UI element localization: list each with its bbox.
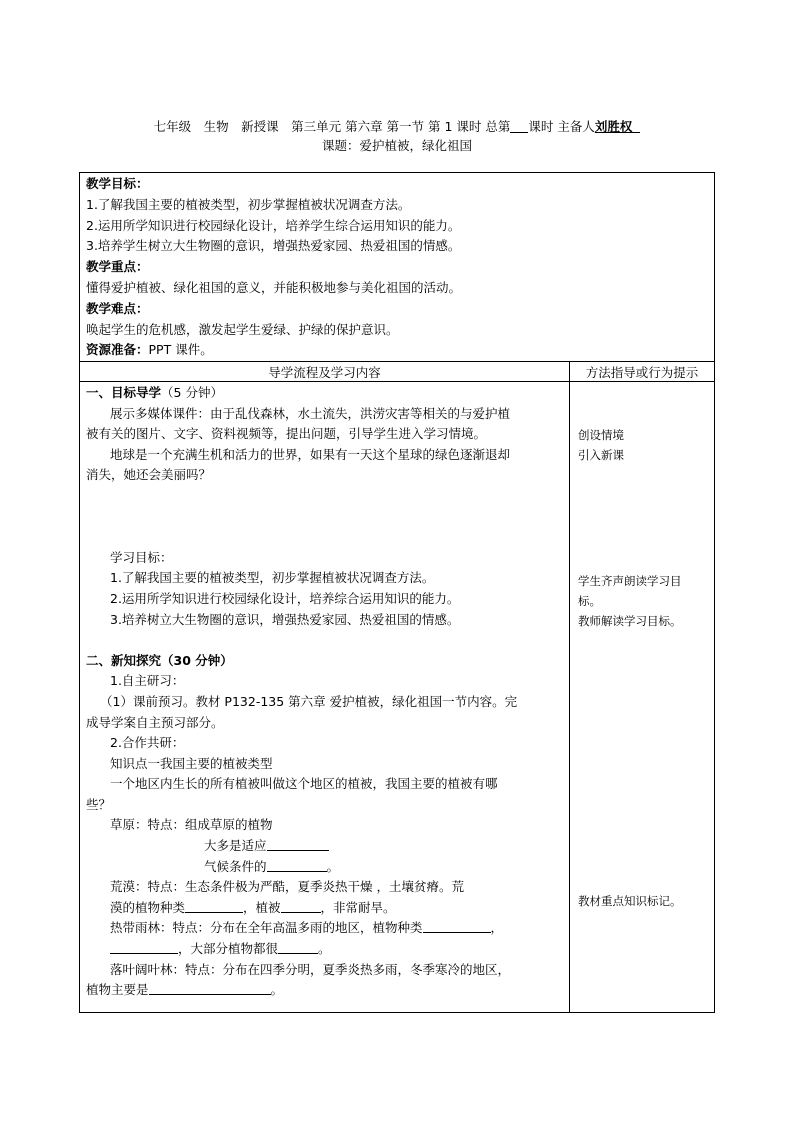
preview-text-2: 成导学案自主预习部分。 [86, 714, 224, 730]
fill-blank[interactable] [281, 900, 321, 913]
resources-text: PPT 课件。 [148, 342, 213, 358]
grassland-text: 大多是适应 [204, 838, 267, 854]
header-course-info: 七年级 生物 新授课 第三单元 第六章 第一节 第 1 课时 总第 [153, 119, 511, 134]
column-divider [569, 362, 570, 1012]
fill-blank[interactable] [423, 920, 491, 933]
section-1-time: （5 分钟） [161, 385, 223, 400]
lesson-plan-table [79, 172, 715, 1013]
rainforest-text: ，大部分植物都很 [178, 941, 279, 957]
difficulties-text: 唤起学生的危机感，激发起学生爱绿、护绿的保护意识。 [86, 321, 399, 337]
rainforest-line [86, 918, 566, 939]
fill-blank[interactable] [278, 941, 318, 954]
self-study-label: 1.自主研习： [110, 673, 185, 689]
side-note: 标。 [578, 594, 601, 608]
knowledge-point-1: 知识点一我国主要的植被类型 [110, 755, 273, 771]
grassland-blank-line [86, 857, 566, 878]
question-line: 些？ [86, 796, 112, 812]
grassland-text: 气候条件的 [204, 858, 267, 874]
section-2-title: 二、新知探究（30 分钟） [86, 652, 233, 668]
fill-blank[interactable] [267, 838, 329, 851]
goal-item: 3.培养学生树立大生物圈的意识，增强热爱家园、热爱祖国的情感。 [86, 238, 461, 254]
main-content [86, 383, 566, 1001]
desert-line: 荒漠：特点：生态条件极为严酷，夏季炎热干燥 ，土壤贫瘠。荒 [110, 879, 464, 895]
learning-goal: 1.了解我国主要的植被类型，初步掌握植被状况调查方法。 [110, 570, 435, 586]
header-author: 刘胜权 [594, 119, 633, 134]
grassland-blank-line [86, 836, 566, 857]
cooperative-label: 2.合作共研： [110, 735, 185, 751]
key-points-title: 教学重点： [86, 259, 149, 275]
learning-goal: 3.培养树立大生物圈的意识，增强热爱家园、热爱祖国的情感。 [110, 611, 460, 627]
preview-text: （1）课前预习。教材 P132-135 第六章 爱护植被，绿化祖国一节内容。完 [100, 693, 518, 709]
question-line: 一个地区内生长的所有植被叫做这个地区的植被，我国主要的植被有哪 [110, 776, 498, 792]
section-1-title: 一、目标导学 [86, 385, 162, 400]
side-note: 学生齐声朗读学习目 [578, 574, 682, 588]
lesson-number-blank [510, 120, 528, 133]
rainforest-blank-line [86, 939, 566, 960]
learning-goals-label: 学习目标： [110, 549, 173, 565]
learning-goal: 2.运用所学知识进行校园绿化设计，培养综合运用知识的能力。 [110, 590, 460, 606]
grassland-line: 草原：特点：组成草原的植物 [110, 817, 273, 833]
fill-blank[interactable] [149, 982, 271, 995]
punctuation: ， [490, 920, 504, 936]
column-header-left: 导学流程及学习内容 [268, 365, 381, 380]
resources-title: 资源准备： [86, 342, 149, 358]
side-note: 引入新课 [578, 448, 624, 462]
difficulties-title: 教学难点： [86, 300, 149, 316]
fill-blank[interactable] [267, 859, 327, 872]
side-note: 创设情境 [578, 428, 624, 442]
divider-header [80, 381, 714, 382]
side-note: 教师解读学习目标。 [578, 614, 682, 628]
paragraph-line: 地球是一个充满生机和活力的世界，如果有一天这个星球的绿色逐渐退却 [110, 446, 511, 462]
desert-text: 漠的植物种类 [110, 899, 186, 915]
side-note: 教材重点知识标记。 [578, 894, 682, 908]
resources-line [86, 340, 706, 361]
header-preparer-label: 课时 主备人 [528, 119, 595, 134]
goal-item: 2.运用所学知识进行校园绿化设计，培养学生综合运用知识的能力。 [86, 217, 461, 233]
header-line-1 [0, 118, 794, 136]
top-section [86, 174, 706, 361]
key-points-text: 懂得爱护植被、绿化祖国的意义，并能积极地参与美化祖国的活动。 [86, 279, 462, 295]
divider-top [80, 361, 714, 362]
goals-title: 教学目标： [86, 176, 149, 191]
deciduous-blank-line [86, 980, 566, 1001]
author-trailing-underline [632, 120, 640, 133]
desert-text: ，植被 [243, 899, 281, 915]
paragraph-line: 消失，她还会美丽吗？ [86, 467, 212, 483]
rainforest-text: 热带雨林：特点：分布在全年高温多雨的地区，植物种类 [110, 920, 423, 936]
desert-blank-line [86, 898, 566, 919]
section-1-heading [86, 383, 566, 404]
paragraph-line: 被有关的图片、文字、资料视频等，提出问题，引导学生进入学习情境。 [86, 426, 487, 442]
fill-blank[interactable] [185, 900, 243, 913]
desert-text: ，非常耐旱。 [320, 899, 396, 915]
punctuation: 。 [270, 982, 284, 998]
deciduous-text: 植物主要是 [86, 982, 149, 998]
deciduous-line: 落叶阔叶林：特点：分布在四季分明，夏季炎热多雨，冬季寒冷的地区， [110, 961, 511, 977]
lesson-topic: 课题：爱护植被，绿化祖国 [321, 138, 472, 153]
goal-item: 1.了解我国主要的植被类型，初步掌握植被状况调查方法。 [86, 196, 411, 212]
punctuation: 。 [326, 858, 340, 874]
fill-blank[interactable] [110, 941, 178, 954]
paragraph-line: 展示多媒体课件：由于乱伐森林，水土流失，洪涝灾害等相关的与爱护植 [110, 405, 511, 421]
column-header-right: 方法指导或行为提示 [585, 365, 699, 380]
punctuation: 。 [318, 941, 331, 957]
